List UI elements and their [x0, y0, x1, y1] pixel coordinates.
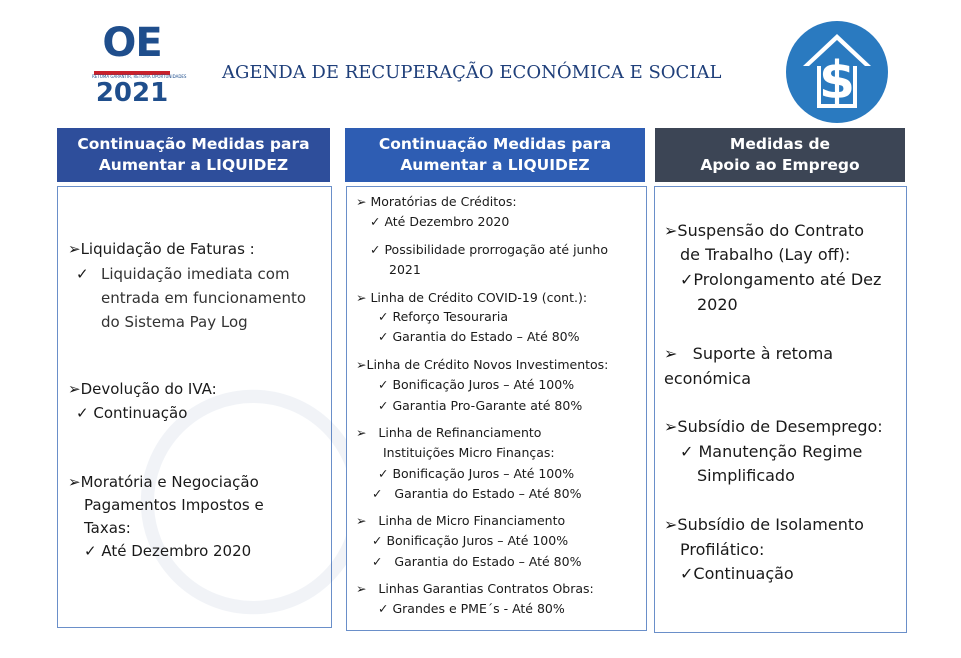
col1-s3-heading-line3: Taxas:: [84, 519, 131, 537]
col2-s5-item1: ✓ Bonificação Juros – Até 100%: [372, 533, 569, 548]
col3-header: [655, 128, 905, 182]
col2-s3-item1: ✓ Bonificação Juros – Até 100%: [378, 377, 575, 392]
col1-s1-item-line1: Liquidação imediata com: [101, 265, 290, 283]
col3-s1-item-line1: ✓Prolongamento até Dez: [680, 270, 882, 289]
check-icon: ✓: [378, 329, 393, 344]
col1-header-line2: Aumentar a LIQUIDEZ: [98, 156, 289, 174]
dollar-house-logo-icon: [785, 20, 889, 124]
col3-s4-heading-line2: Profilático:: [680, 540, 765, 559]
col2-s3-heading: ➢Linha de Crédito Novos Investimentos:: [356, 357, 609, 372]
check-icon: ✓: [378, 309, 393, 324]
check-icon: ✓: [372, 554, 387, 569]
col1-s3-heading-line2: Pagamentos Impostos e: [84, 496, 264, 514]
col1-s3-heading-line1: ➢Moratória e Negociação: [68, 473, 259, 491]
check-icon: ✓: [378, 601, 393, 616]
arrow-icon: ➢: [664, 417, 678, 436]
col3-s1-heading-line2: de Trabalho (Lay off):: [680, 245, 851, 264]
check-icon: ✓: [76, 265, 89, 283]
arrow-icon: ➢: [356, 425, 371, 440]
arrow-icon: ➢: [664, 515, 678, 534]
col2-s3-item2: ✓ Garantia Pro-Garante até 80%: [378, 398, 583, 413]
check-icon: ✓: [378, 466, 393, 481]
col2-s1-item1: ✓ Até Dezembro 2020: [370, 214, 510, 229]
check-icon: ✓: [680, 442, 699, 461]
col3-s4-heading-line1: ➢Subsídio de Isolamento: [664, 515, 864, 534]
check-icon: ✓: [680, 564, 694, 583]
col1-s3-item: ✓ Até Dezembro 2020: [84, 542, 252, 560]
arrow-icon: ➢: [68, 240, 81, 258]
logo-tagline: RETOMA GARANTIR, RETOMA OPORTUNIDADES: [92, 74, 187, 79]
col2-s1-item2-line2: 2021: [389, 262, 421, 277]
arrow-icon: ➢: [664, 344, 683, 363]
col1-header-line1: Continuação Medidas para: [77, 135, 310, 153]
col2-header-line2: Aumentar a LIQUIDEZ: [400, 156, 590, 174]
col1-s2-item: ✓ Continuação: [76, 404, 188, 422]
arrow-icon: ➢: [68, 473, 81, 491]
col2-s2-item1: ✓ Reforço Tesouraria: [378, 309, 509, 324]
check-icon: ✓: [370, 214, 385, 229]
col3-header-line2: Apoio ao Emprego: [700, 156, 860, 174]
col2-header-line1: Continuação Medidas para: [378, 135, 612, 153]
col2-s2-heading: ➢ Linha de Crédito COVID-19 (cont.):: [356, 290, 588, 305]
col1-s2-heading: ➢Devolução do IVA:: [68, 380, 217, 398]
check-icon: ✓: [76, 404, 94, 422]
arrow-icon: ➢: [356, 357, 367, 372]
check-icon: ✓: [370, 242, 385, 257]
col2-s4-item2: ✓ Garantia do Estado – Até 80%: [372, 486, 582, 501]
col3-s3-item-line1: ✓ Manutenção Regime: [680, 442, 863, 461]
oe-2021-logo: [92, 20, 187, 112]
logo-oe-text: OE: [102, 20, 162, 66]
check-icon: ✓: [372, 533, 387, 548]
col1-s1-item-line3: do Sistema Pay Log: [101, 313, 248, 331]
arrow-icon: ➢: [664, 221, 678, 240]
col2-s4-heading-line1: ➢ Linha de Refinanciamento: [356, 425, 542, 440]
col3-s3-item-line2: Simplificado: [697, 466, 795, 485]
col1-s1-heading: ➢Liquidação de Faturas :: [68, 240, 255, 258]
arrow-icon: ➢: [356, 513, 371, 528]
check-icon: ✓: [378, 377, 393, 392]
check-icon: ✓: [372, 486, 387, 501]
arrow-icon: ➢: [356, 290, 371, 305]
check-icon: ✓: [378, 398, 393, 413]
col2-s5-item2: ✓ Garantia do Estado – Até 80%: [372, 554, 582, 569]
check-icon: ✓: [84, 542, 102, 560]
col2-s5-heading: ➢ Linha de Micro Financiamento: [356, 513, 566, 528]
col2-header: [345, 128, 645, 182]
col3-s3-heading: ➢Subsídio de Desemprego:: [664, 417, 883, 436]
logo-year: 2021: [95, 78, 169, 108]
col3-s4-item: ✓Continuação: [680, 564, 794, 583]
col1-s1-item-line2: entrada em funcionamento: [101, 289, 307, 307]
col3-s1-heading-line1: ➢Suspensão do Contrato: [664, 221, 865, 240]
arrow-icon: ➢: [356, 194, 371, 209]
check-icon: ✓: [680, 270, 694, 289]
col2-s4-heading-line2: Instituições Micro Finanças:: [383, 445, 555, 460]
page-title: AGENDA DE RECUPERAÇÃO ECONÓMICA E SOCIAL: [222, 62, 722, 83]
col2-s2-item2: ✓ Garantia do Estado – Até 80%: [378, 329, 580, 344]
col2-s6-heading: ➢ Linhas Garantias Contratos Obras:: [356, 581, 594, 596]
col1-header: [57, 128, 330, 182]
col2-s1-item2-line1: ✓ Possibilidade prorrogação até junho: [370, 242, 608, 257]
col3-s1-item-line2: 2020: [697, 295, 738, 314]
col3-s2-heading-line2: económica: [664, 369, 751, 388]
col3-s2-heading-line1: ➢ Suporte à retoma: [664, 344, 834, 363]
col3-header-line1: Medidas de: [729, 135, 831, 153]
arrow-icon: ➢: [356, 581, 371, 596]
col2-s1-heading: ➢ Moratórias de Créditos:: [356, 194, 517, 209]
col2-s6-item1: ✓ Grandes e PME´s - Até 80%: [378, 601, 565, 616]
logo-symbol: $: [818, 51, 856, 111]
arrow-icon: ➢: [68, 380, 81, 398]
col2-s4-item1: ✓ Bonificação Juros – Até 100%: [378, 466, 575, 481]
